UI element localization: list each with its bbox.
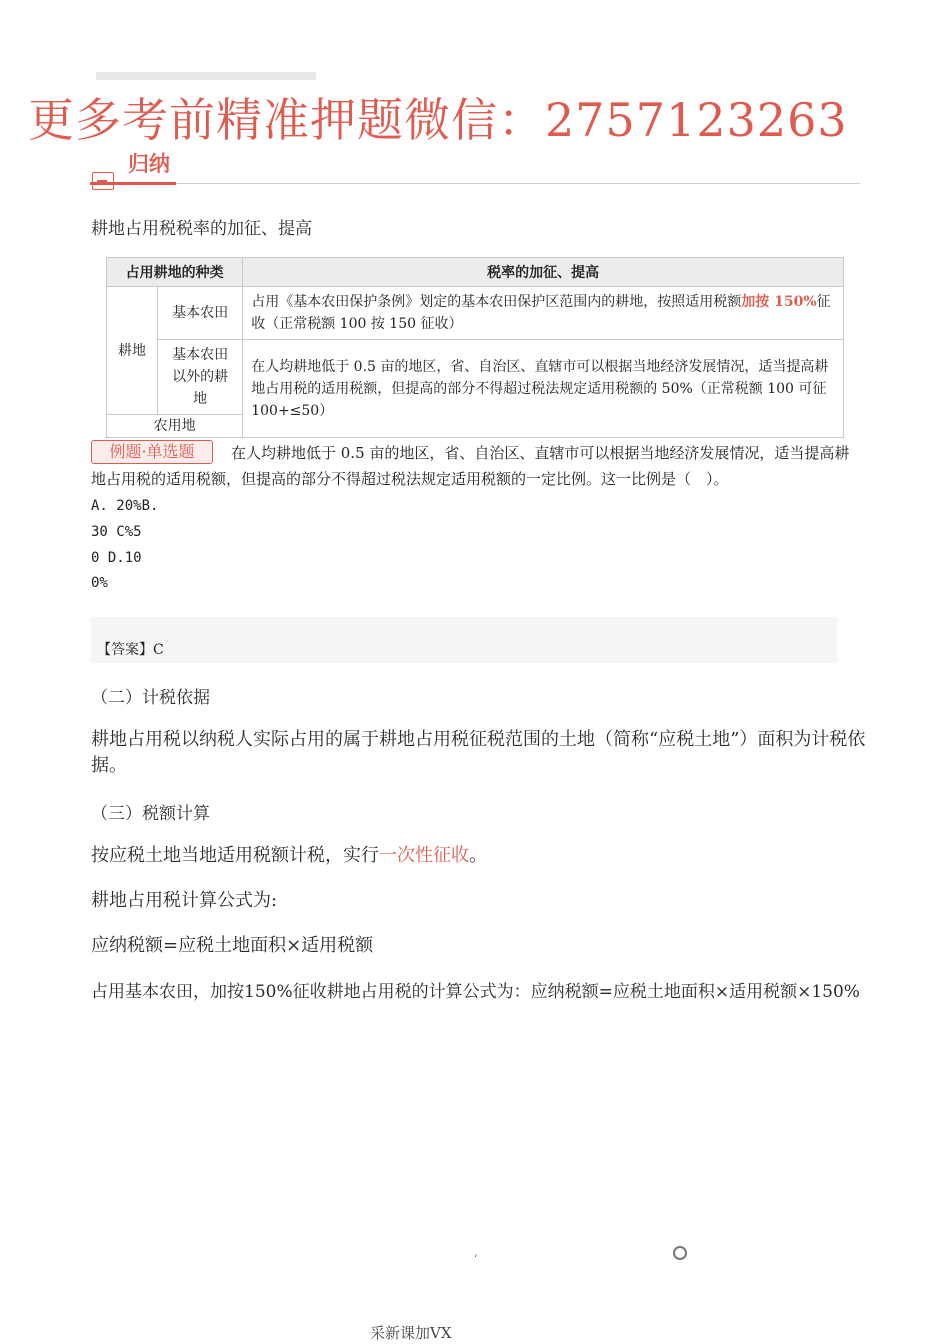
table-row-kind: 基本农田: [158, 287, 243, 340]
page-mark: ‘: [474, 1254, 478, 1265]
tax-rate-table: [106, 257, 844, 438]
option-line: 0 D.10: [91, 550, 142, 566]
answer-box: [91, 617, 837, 663]
section-header: [90, 146, 860, 186]
intro-text: 耕地占用税税率的加征、提高: [91, 219, 312, 239]
table-row-desc: 占用《基本农田保护条例》划定的基本农田保护区范围内的耕地，按照适用税额加按 150%征收（正常税额 100 按 150 征收）: [243, 287, 844, 340]
option-line: 0%: [91, 575, 108, 591]
example-tag: 例题·单选题: [91, 440, 213, 464]
table-header-rate: 税率的加征、提高: [243, 258, 844, 287]
formula-line: 占用基本农田，加按150%征收耕地占用税的计算公式为：应纳税额=应税土地面积×适用税额×150%: [91, 982, 860, 1002]
answer-text: 【答案】C: [97, 642, 164, 658]
calc-highlight: 一次性征收: [379, 845, 469, 866]
question-text: 在人均耕地低于 0.5 亩的地区，省、自治区、直辖市可以根据当地经济发展情况，适当提高耕地占用税的适用税额，但提高的部分不得超过税法规定适用税额的一定比例。这一比例是（ ）。: [91, 444, 850, 488]
footer-text: 采新课加VX: [370, 1324, 452, 1342]
basis-text: 耕地占用税以纳税人实际占用的属于耕地占用税征税范围的土地（简称“应税土地”）面积为计税依据。: [91, 729, 866, 776]
table-row-kind: 农用地: [107, 415, 243, 438]
table-group-cell: 耕地: [107, 287, 158, 415]
calc-title: （三）税额计算: [91, 804, 210, 824]
calc-text: 按应税土地当地适用税额计税，实行一次性征收。: [91, 845, 487, 866]
option-line: A. 20%B.: [91, 498, 159, 514]
summary-icon: [92, 172, 114, 190]
option-line: 30 C%5: [91, 524, 142, 540]
table-header-kind: 占用耕地的种类: [107, 258, 243, 287]
table-row-desc: 在人均耕地低于 0.5 亩的地区，省、自治区、直辖市可以根据当地经济发展情况，适当提高耕地占用税的适用税额，但提高的部分不得超过税法规定适用税额的 50%（正常税额 100 可征 100+≤50）: [243, 340, 844, 438]
page-mark: [673, 1246, 687, 1260]
top-header-strip: [96, 72, 316, 80]
highlight-rate: 加按 150%: [741, 294, 817, 310]
basis-title: （二）计税依据: [91, 688, 210, 708]
section-rule: [176, 183, 860, 184]
formula-line: 应纳税额=应税土地面积×适用税额: [91, 935, 374, 956]
watermark-text: 更多考前精准押题微信：2757123263: [28, 93, 848, 147]
section-underline: [90, 182, 176, 185]
section-title: 归纳: [128, 151, 170, 176]
formula-title: 耕地占用税计算公式为:: [91, 890, 278, 911]
table-row-kind: 基本农田以外的耕地: [158, 340, 243, 415]
